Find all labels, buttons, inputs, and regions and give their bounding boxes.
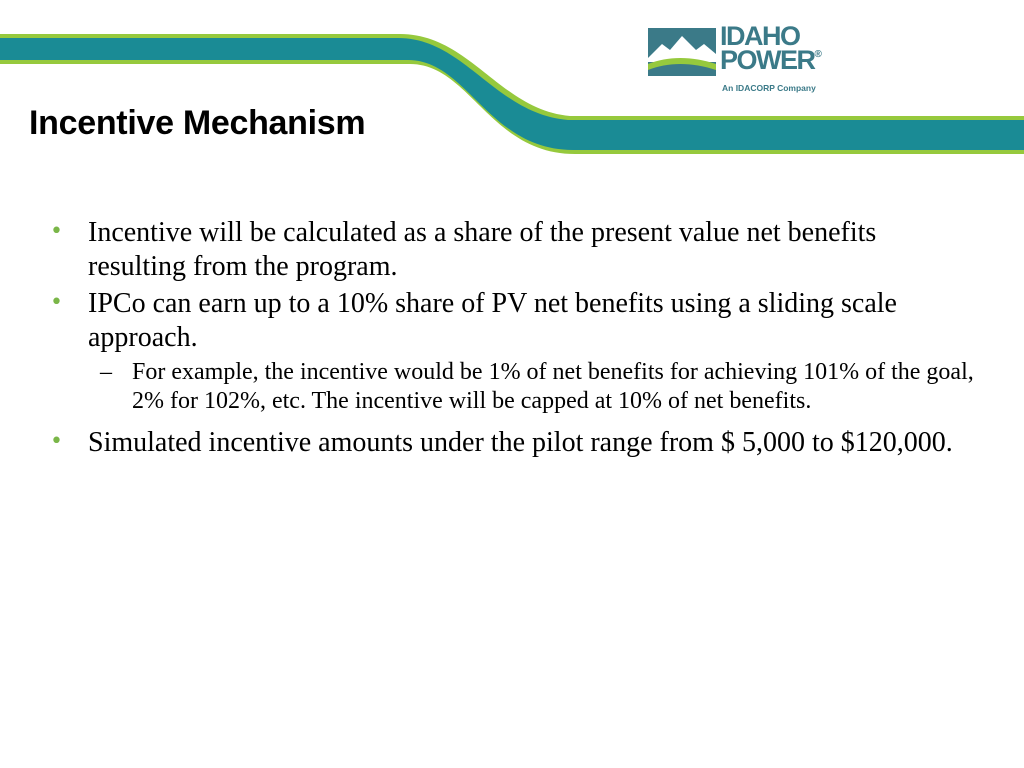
bullet-text: IPCo can earn up to a 10% share of PV net benefits using a sliding scale approach. xyxy=(88,288,897,353)
bullet-text: Simulated incentive amounts under the pilot range from $ 5,000 to $120,000. xyxy=(88,427,953,458)
sub-bullet-marker: – xyxy=(100,359,112,385)
logo-line-1: IDAHO xyxy=(720,21,800,51)
bullet-text: Incentive will be calculated as a share of the present value net benefits resulting from the program. xyxy=(88,217,877,282)
logo-tagline: An IDACORP Company xyxy=(722,83,816,93)
logo-wordmark xyxy=(720,21,822,75)
mountain-logo-icon xyxy=(648,28,716,76)
idaho-power-logo xyxy=(648,21,838,98)
bullet-item-1 xyxy=(46,216,976,284)
bullet-marker: • xyxy=(50,290,63,315)
sub-bullet-text: For example, the incentive would be 1% of net benefits for achieving 101% of the goal, 2% for 102%, etc. The incentive will be capped at 10% of net benefits. xyxy=(132,359,974,414)
bullet-list xyxy=(46,216,976,463)
slide-title: Incentive Mechanism xyxy=(29,104,366,142)
logo-line-2-text: POWER xyxy=(720,45,815,75)
registered-mark: ® xyxy=(814,49,822,60)
header-swoosh-banner xyxy=(0,0,1024,170)
bullet-item-3 xyxy=(46,426,976,460)
bullet-marker: • xyxy=(50,219,63,244)
bullet-item-2 xyxy=(46,287,976,355)
logo-line-2 xyxy=(720,45,822,75)
bullet-marker: • xyxy=(50,429,63,454)
sub-bullet-item xyxy=(88,358,976,416)
